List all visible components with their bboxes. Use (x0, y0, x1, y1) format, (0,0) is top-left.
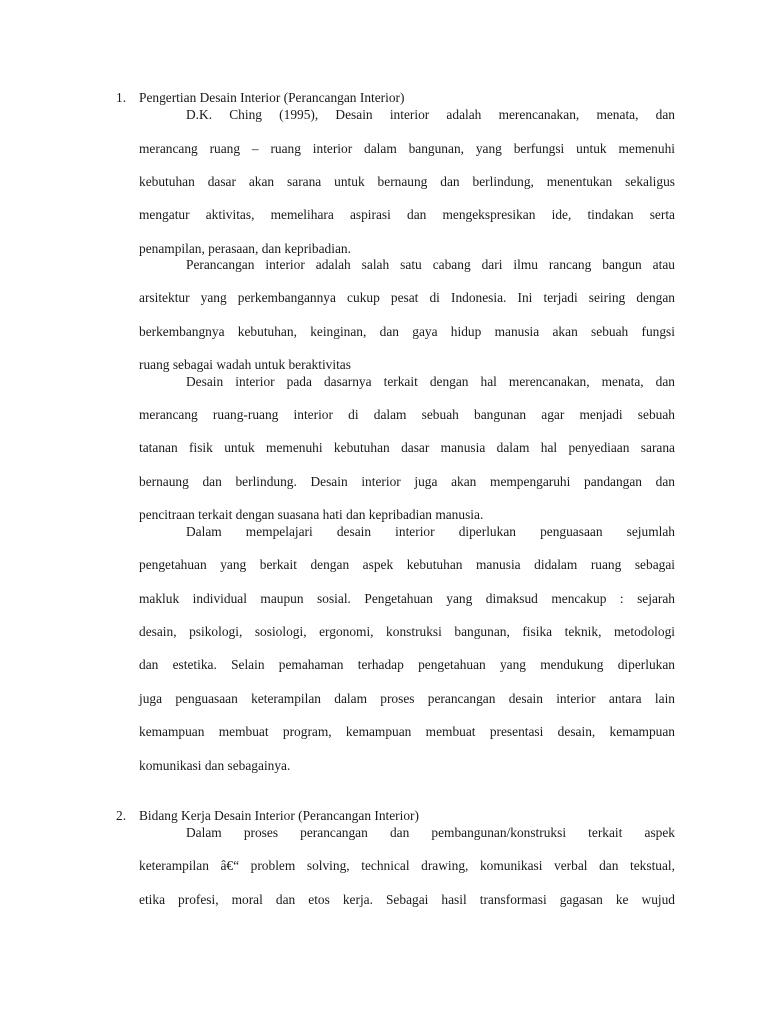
paragraph-line: merancang ruang – ruang interior dalam bangunan, yang berfungsi untuk memenuhi (139, 141, 675, 156)
paragraph-line: Dalam mempelajari desain interior diperlukan penguasaan sejumlah (186, 524, 675, 539)
paragraph-line: komunikasi dan sebagainya. (139, 758, 291, 773)
paragraph-line: D.K. Ching (1995), Desain interior adalah merencanakan, menata, dan (186, 107, 675, 122)
paragraph-line: pengetahuan yang berkait dengan aspek kebutuhan manusia didalam ruang sebagai (139, 557, 675, 572)
paragraph-line: juga penguasaan keterampilan dalam proses perancangan desain interior antara lain (139, 691, 675, 706)
section-2-number: 2. (116, 808, 127, 823)
paragraph-line: arsitektur yang perkembangannya cukup pesat di Indonesia. Ini terjadi seiring dengan (139, 290, 675, 305)
paragraph-line: dan estetika. Selain pemahaman terhadap pengetahuan yang mendukung diperlukan (139, 657, 675, 672)
paragraph-line: berkembangnya kebutuhan, keinginan, dan gaya hidup manusia akan sebuah fungsi (139, 324, 675, 339)
paragraph-line: etika profesi, moral dan etos kerja. Sebagai hasil transformasi gagasan ke wujud (139, 892, 675, 907)
paragraph-line: merancang ruang-ruang interior di dalam sebuah bangunan agar menjadi sebuah (139, 407, 675, 422)
paragraph-line: makluk individual maupun sosial. Pengetahuan yang dimaksud mencakup : sejarah (139, 591, 675, 606)
paragraph-line: penampilan, perasaan, dan kepribadian. (139, 241, 351, 256)
paragraph-line: mengatur aktivitas, memelihara aspirasi dan mengekspresikan ide, tindakan serta (139, 207, 675, 222)
paragraph-line: kebutuhan dasar akan sarana untuk bernaung dan berlindung, menentukan sekaligus (139, 174, 675, 189)
paragraph-line: tatanan fisik untuk memenuhi kebutuhan dasar manusia dalam hal penyediaan sarana (139, 440, 675, 455)
paragraph-line: kemampuan membuat program, kemampuan membuat presentasi desain, kemampuan (139, 724, 675, 739)
section-1-number: 1. (116, 90, 127, 105)
paragraph-line: bernaung dan berlindung. Desain interior juga akan mempengaruhi pandangan dan (139, 474, 675, 489)
paragraph-line: pencitraan terkait dengan suasana hati dan kepribadian manusia. (139, 507, 484, 522)
paragraph-line: desain, psikologi, sosiologi, ergonomi, konstruksi bangunan, fisika teknik, metodologi (139, 624, 675, 639)
paragraph-line: ruang sebagai wadah untuk beraktivitas (139, 357, 351, 372)
section-1-heading: Pengertian Desain Interior (Perancangan Interior) (139, 90, 405, 105)
paragraph-line: keterampilan â€“ problem solving, technical drawing, komunikasi verbal dan tekstual, (139, 858, 675, 873)
paragraph-line: Perancangan interior adalah salah satu cabang dari ilmu rancang bangun atau (186, 257, 675, 272)
paragraph-line: Dalam proses perancangan dan pembangunan/konstruksi terkait aspek (186, 825, 675, 840)
paragraph-line: Desain interior pada dasarnya terkait dengan hal merencanakan, menata, dan (186, 374, 675, 389)
section-2-heading: Bidang Kerja Desain Interior (Perancangan Interior) (139, 808, 419, 823)
